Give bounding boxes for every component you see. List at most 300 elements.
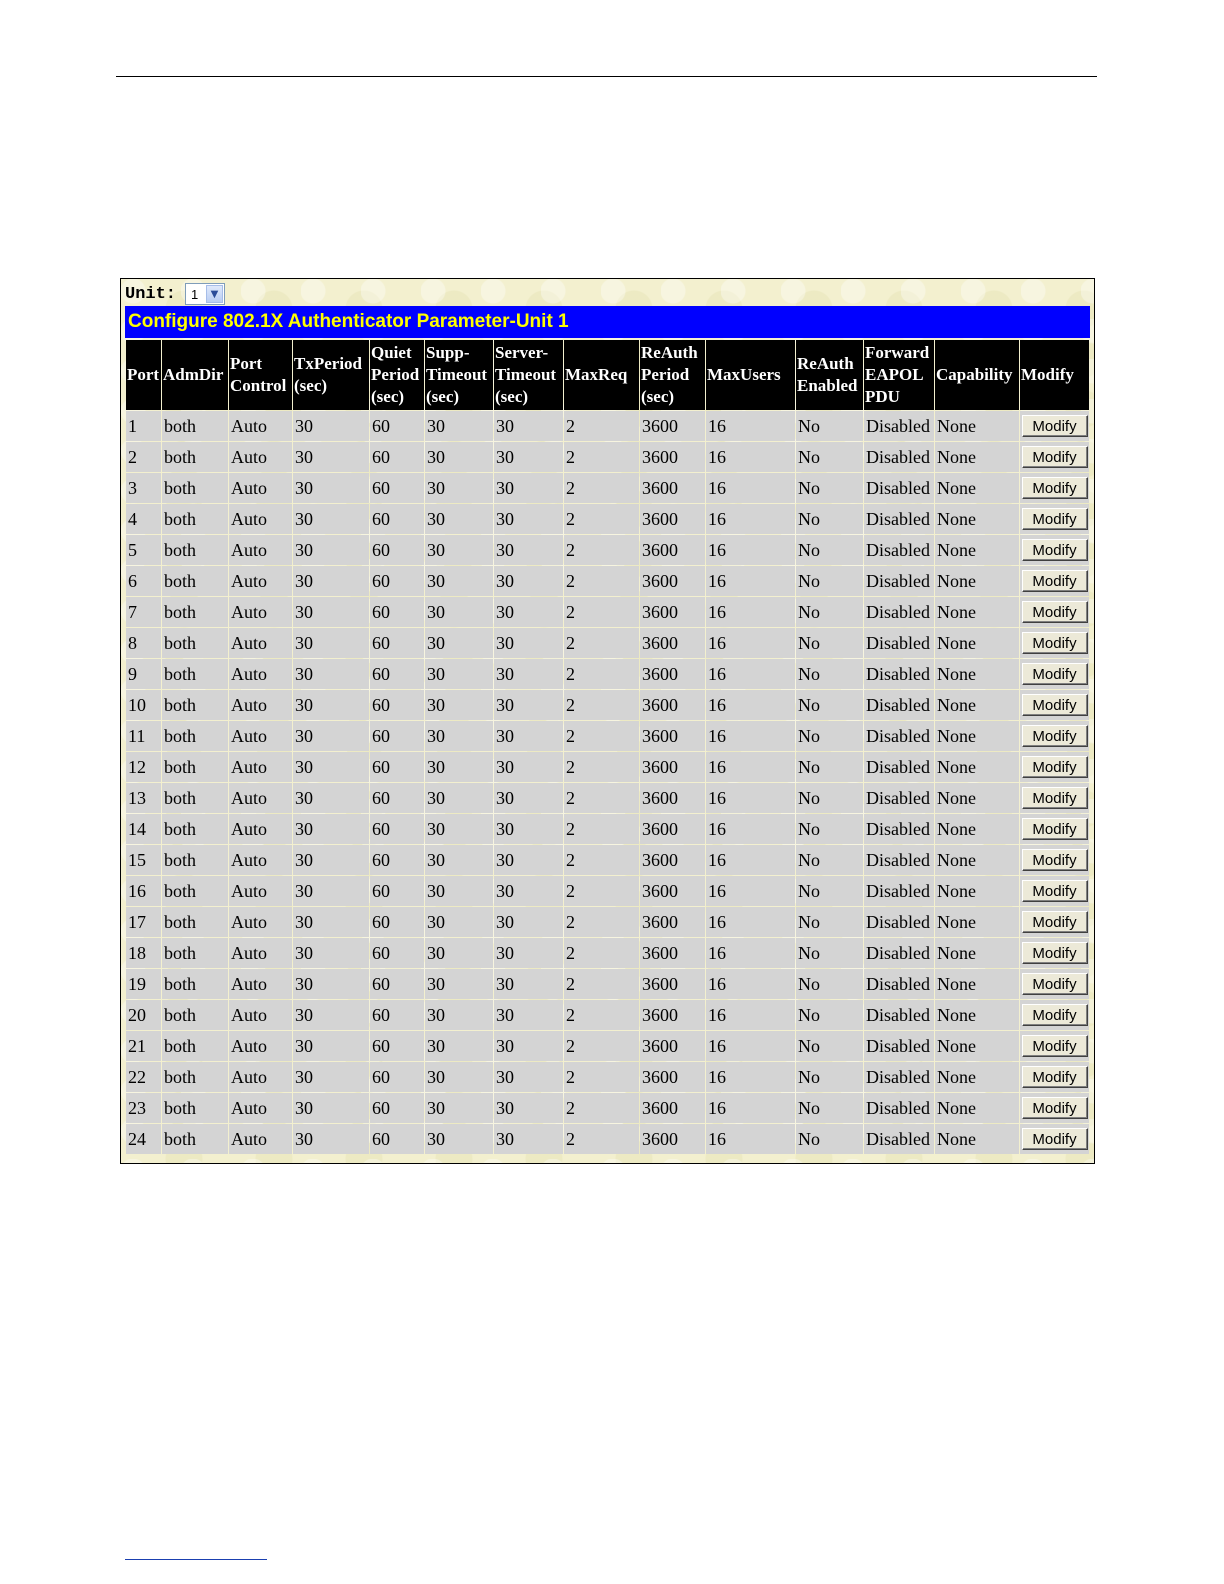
cell-quiet-period: 60	[370, 752, 424, 782]
cell-txperiod: 30	[293, 721, 369, 751]
modify-button[interactable]: Modify	[1022, 508, 1088, 530]
modify-button[interactable]: Modify	[1022, 973, 1088, 995]
cell-forward-eapol-pdu: Disabled	[864, 504, 934, 534]
cell-supp-timeout: 30	[425, 938, 493, 968]
cell-server-timeout: 30	[494, 442, 563, 472]
cell-reauth-enabled: No	[796, 566, 863, 596]
cell-modify	[1020, 690, 1089, 720]
cell-maxreq: 2	[564, 411, 639, 441]
cell-txperiod: 30	[293, 752, 369, 782]
cell-admdir: both	[162, 1093, 228, 1123]
cell-forward-eapol-pdu: Disabled	[864, 473, 934, 503]
cell-port-control: Auto	[229, 442, 292, 472]
cell-admdir: both	[162, 907, 228, 937]
cell-txperiod: 30	[293, 814, 369, 844]
cell-forward-eapol-pdu: Disabled	[864, 411, 934, 441]
cell-maxusers: 16	[706, 504, 795, 534]
column-header-text: Capability	[936, 365, 1013, 384]
column-header-text: Quiet	[371, 343, 412, 362]
cell-server-timeout: 30	[494, 938, 563, 968]
cell-supp-timeout: 30	[425, 1062, 493, 1092]
cell-txperiod: 30	[293, 783, 369, 813]
cell-maxusers: 16	[706, 659, 795, 689]
cell-reauth-period: 3600	[640, 535, 705, 565]
cell-capability: None	[935, 442, 1019, 472]
cell-modify	[1020, 504, 1089, 534]
cell-capability: None	[935, 1000, 1019, 1030]
cell-port-control: Auto	[229, 938, 292, 968]
cell-supp-timeout: 30	[425, 535, 493, 565]
cell-capability: None	[935, 1062, 1019, 1092]
cell-admdir: both	[162, 1000, 228, 1030]
cell-capability: None	[935, 1124, 1019, 1154]
cell-maxusers: 16	[706, 969, 795, 999]
table-row	[126, 938, 1089, 968]
cell-admdir: both	[162, 876, 228, 906]
cell-capability: None	[935, 659, 1019, 689]
cell-maxreq: 2	[564, 721, 639, 751]
cell-port-control: Auto	[229, 907, 292, 937]
cell-admdir: both	[162, 845, 228, 875]
modify-button[interactable]: Modify	[1022, 446, 1088, 468]
cell-server-timeout: 30	[494, 721, 563, 751]
cell-maxusers: 16	[706, 411, 795, 441]
column-header-text: ReAuth	[797, 354, 854, 373]
cell-txperiod: 30	[293, 1062, 369, 1092]
cell-quiet-period: 60	[370, 783, 424, 813]
modify-button[interactable]: Modify	[1022, 477, 1088, 499]
cell-server-timeout: 30	[494, 597, 563, 627]
table-row	[126, 876, 1089, 906]
cell-reauth-enabled: No	[796, 969, 863, 999]
column-header-text: AdmDir	[163, 365, 224, 384]
cell-supp-timeout: 30	[425, 876, 493, 906]
authenticator-panel	[120, 278, 1095, 1164]
cell-forward-eapol-pdu: Disabled	[864, 566, 934, 596]
column-header-text: MaxReq	[565, 365, 628, 384]
cell-txperiod: 30	[293, 442, 369, 472]
modify-button[interactable]: Modify	[1022, 415, 1088, 437]
table-row	[126, 752, 1089, 782]
cell-server-timeout: 30	[494, 628, 563, 658]
unit-select[interactable]	[185, 283, 225, 305]
modify-button[interactable]: Modify	[1022, 1097, 1088, 1119]
cell-port: 13	[126, 783, 161, 813]
table-row	[126, 628, 1089, 658]
cell-reauth-enabled: No	[796, 659, 863, 689]
cell-server-timeout: 30	[494, 504, 563, 534]
cell-reauth-period: 3600	[640, 566, 705, 596]
cell-supp-timeout: 30	[425, 473, 493, 503]
modify-button[interactable]: Modify	[1022, 570, 1088, 592]
cell-txperiod: 30	[293, 938, 369, 968]
cell-modify	[1020, 597, 1089, 627]
cell-supp-timeout: 30	[425, 566, 493, 596]
cell-quiet-period: 60	[370, 659, 424, 689]
cell-port: 6	[126, 566, 161, 596]
cell-server-timeout: 30	[494, 659, 563, 689]
cell-server-timeout: 30	[494, 783, 563, 813]
cell-forward-eapol-pdu: Disabled	[864, 535, 934, 565]
cell-admdir: both	[162, 504, 228, 534]
modify-button[interactable]: Modify	[1022, 756, 1088, 778]
cell-port-control: Auto	[229, 1031, 292, 1061]
cell-supp-timeout: 30	[425, 628, 493, 658]
cell-forward-eapol-pdu: Disabled	[864, 938, 934, 968]
unit-label: Unit:	[125, 284, 177, 304]
cell-port-control: Auto	[229, 690, 292, 720]
cell-port-control: Auto	[229, 535, 292, 565]
cell-modify	[1020, 845, 1089, 875]
cell-modify	[1020, 814, 1089, 844]
column-header-txperiod	[293, 340, 369, 410]
column-header-text: (sec)	[426, 387, 460, 406]
cell-txperiod: 30	[293, 411, 369, 441]
cell-supp-timeout: 30	[425, 504, 493, 534]
cell-capability: None	[935, 969, 1019, 999]
cell-reauth-period: 3600	[640, 473, 705, 503]
cell-reauth-period: 3600	[640, 1093, 705, 1123]
table-row	[126, 721, 1089, 751]
cell-maxreq: 2	[564, 752, 639, 782]
modify-button[interactable]: Modify	[1022, 818, 1088, 840]
cell-maxreq: 2	[564, 1031, 639, 1061]
column-header-text: Supp-	[426, 343, 470, 362]
cell-forward-eapol-pdu: Disabled	[864, 1093, 934, 1123]
column-header-text: Server-	[495, 343, 549, 362]
cell-port: 1	[126, 411, 161, 441]
cell-forward-eapol-pdu: Disabled	[864, 845, 934, 875]
cell-server-timeout: 30	[494, 876, 563, 906]
cell-server-timeout: 30	[494, 1124, 563, 1154]
cell-capability: None	[935, 721, 1019, 751]
cell-quiet-period: 60	[370, 907, 424, 937]
cell-port: 19	[126, 969, 161, 999]
cell-maxreq: 2	[564, 1062, 639, 1092]
table-row	[126, 1000, 1089, 1030]
modify-button[interactable]: Modify	[1022, 1128, 1088, 1150]
cell-forward-eapol-pdu: Disabled	[864, 1031, 934, 1061]
cell-reauth-enabled: No	[796, 411, 863, 441]
cell-port-control: Auto	[229, 1000, 292, 1030]
unit-selector-row	[125, 282, 225, 306]
cell-reauth-period: 3600	[640, 845, 705, 875]
cell-port: 3	[126, 473, 161, 503]
cell-port: 5	[126, 535, 161, 565]
page-top-rule	[116, 76, 1097, 77]
cell-maxusers: 16	[706, 442, 795, 472]
cell-quiet-period: 60	[370, 1000, 424, 1030]
modify-button[interactable]: Modify	[1022, 880, 1088, 902]
cell-admdir: both	[162, 1031, 228, 1061]
column-header-text: Enabled	[797, 376, 858, 395]
cell-port-control: Auto	[229, 411, 292, 441]
cell-reauth-period: 3600	[640, 721, 705, 751]
cell-port: 20	[126, 1000, 161, 1030]
cell-txperiod: 30	[293, 1093, 369, 1123]
unit-select-value: 1	[191, 286, 199, 302]
cell-port-control: Auto	[229, 597, 292, 627]
column-header-text: (sec)	[495, 387, 529, 406]
cell-reauth-enabled: No	[796, 690, 863, 720]
cell-port-control: Auto	[229, 814, 292, 844]
column-header-text: (sec)	[641, 387, 675, 406]
cell-txperiod: 30	[293, 969, 369, 999]
cell-server-timeout: 30	[494, 814, 563, 844]
cell-supp-timeout: 30	[425, 969, 493, 999]
cell-server-timeout: 30	[494, 690, 563, 720]
cell-server-timeout: 30	[494, 473, 563, 503]
cell-reauth-period: 3600	[640, 1062, 705, 1092]
cell-server-timeout: 30	[494, 1062, 563, 1092]
modify-button[interactable]: Modify	[1022, 849, 1088, 871]
cell-supp-timeout: 30	[425, 1124, 493, 1154]
cell-capability: None	[935, 783, 1019, 813]
cell-maxreq: 2	[564, 907, 639, 937]
cell-port: 10	[126, 690, 161, 720]
cell-modify	[1020, 473, 1089, 503]
cell-capability: None	[935, 814, 1019, 844]
cell-quiet-period: 60	[370, 845, 424, 875]
table-row	[126, 659, 1089, 689]
cell-txperiod: 30	[293, 845, 369, 875]
column-header-text: Port	[230, 354, 263, 373]
cell-supp-timeout: 30	[425, 1093, 493, 1123]
cell-forward-eapol-pdu: Disabled	[864, 721, 934, 751]
cell-quiet-period: 60	[370, 1062, 424, 1092]
cell-port: 21	[126, 1031, 161, 1061]
cell-admdir: both	[162, 566, 228, 596]
cell-port: 2	[126, 442, 161, 472]
cell-port: 7	[126, 597, 161, 627]
cell-port: 8	[126, 628, 161, 658]
table-row	[126, 473, 1089, 503]
cell-supp-timeout: 30	[425, 783, 493, 813]
cell-admdir: both	[162, 690, 228, 720]
cell-modify	[1020, 628, 1089, 658]
cell-admdir: both	[162, 473, 228, 503]
cell-txperiod: 30	[293, 504, 369, 534]
cell-quiet-period: 60	[370, 504, 424, 534]
column-header-text: (sec)	[371, 387, 405, 406]
cell-capability: None	[935, 845, 1019, 875]
cell-txperiod: 30	[293, 566, 369, 596]
cell-quiet-period: 60	[370, 814, 424, 844]
cell-maxreq: 2	[564, 504, 639, 534]
column-header-text: TxPeriod	[294, 354, 362, 373]
cell-modify	[1020, 1124, 1089, 1154]
cell-capability: None	[935, 411, 1019, 441]
cell-forward-eapol-pdu: Disabled	[864, 1062, 934, 1092]
column-header-text: Control	[230, 376, 287, 395]
cell-reauth-period: 3600	[640, 938, 705, 968]
column-header-text: Period	[371, 365, 420, 384]
cell-modify	[1020, 411, 1089, 441]
cell-reauth-period: 3600	[640, 597, 705, 627]
cell-capability: None	[935, 690, 1019, 720]
modify-button[interactable]: Modify	[1022, 601, 1088, 623]
cell-forward-eapol-pdu: Disabled	[864, 628, 934, 658]
cell-reauth-period: 3600	[640, 628, 705, 658]
cell-server-timeout: 30	[494, 907, 563, 937]
cell-reauth-period: 3600	[640, 1000, 705, 1030]
modify-button[interactable]: Modify	[1022, 694, 1088, 716]
cell-reauth-enabled: No	[796, 1124, 863, 1154]
cell-server-timeout: 30	[494, 1000, 563, 1030]
column-header-text: MaxUsers	[707, 365, 781, 384]
cell-reauth-enabled: No	[796, 814, 863, 844]
cell-admdir: both	[162, 783, 228, 813]
cell-maxusers: 16	[706, 845, 795, 875]
cell-modify	[1020, 752, 1089, 782]
cell-quiet-period: 60	[370, 1093, 424, 1123]
cell-server-timeout: 30	[494, 1093, 563, 1123]
column-header-server-timeout	[494, 340, 563, 410]
column-header-quiet-period	[370, 340, 424, 410]
cell-port-control: Auto	[229, 876, 292, 906]
chevron-down-icon[interactable]: ▼	[206, 285, 223, 303]
cell-admdir: both	[162, 721, 228, 751]
cell-admdir: both	[162, 969, 228, 999]
table-row	[126, 1031, 1089, 1061]
modify-button[interactable]: Modify	[1022, 539, 1088, 561]
table-header-row	[126, 340, 1089, 410]
cell-maxusers: 16	[706, 628, 795, 658]
cell-reauth-enabled: No	[796, 845, 863, 875]
cell-reauth-period: 3600	[640, 504, 705, 534]
modify-button[interactable]: Modify	[1022, 725, 1088, 747]
cell-port: 17	[126, 907, 161, 937]
cell-reauth-enabled: No	[796, 783, 863, 813]
modify-button[interactable]: Modify	[1022, 911, 1088, 933]
cell-supp-timeout: 30	[425, 659, 493, 689]
cell-admdir: both	[162, 752, 228, 782]
cell-modify	[1020, 535, 1089, 565]
cell-modify	[1020, 969, 1089, 999]
cell-forward-eapol-pdu: Disabled	[864, 814, 934, 844]
modify-button[interactable]: Modify	[1022, 632, 1088, 654]
cell-modify	[1020, 938, 1089, 968]
cell-port: 11	[126, 721, 161, 751]
cell-port-control: Auto	[229, 628, 292, 658]
cell-maxreq: 2	[564, 814, 639, 844]
column-header-reauth-period	[640, 340, 705, 410]
cell-txperiod: 30	[293, 690, 369, 720]
cell-capability: None	[935, 504, 1019, 534]
cell-admdir: both	[162, 659, 228, 689]
column-header-forward-eapol-pdu	[864, 340, 934, 410]
cell-quiet-period: 60	[370, 473, 424, 503]
cell-admdir: both	[162, 814, 228, 844]
cell-port: 16	[126, 876, 161, 906]
cell-port-control: Auto	[229, 473, 292, 503]
cell-port: 22	[126, 1062, 161, 1092]
column-header-maxusers	[706, 340, 795, 410]
modify-button[interactable]: Modify	[1022, 942, 1088, 964]
table-row	[126, 535, 1089, 565]
modify-button[interactable]: Modify	[1022, 663, 1088, 685]
cell-capability: None	[935, 473, 1019, 503]
cell-maxusers: 16	[706, 783, 795, 813]
cell-reauth-enabled: No	[796, 473, 863, 503]
cell-maxreq: 2	[564, 969, 639, 999]
cell-admdir: both	[162, 628, 228, 658]
column-header-supp-timeout	[425, 340, 493, 410]
cell-forward-eapol-pdu: Disabled	[864, 876, 934, 906]
cell-modify	[1020, 1093, 1089, 1123]
cell-reauth-enabled: No	[796, 597, 863, 627]
cell-maxreq: 2	[564, 628, 639, 658]
cell-txperiod: 30	[293, 907, 369, 937]
column-header-maxreq	[564, 340, 639, 410]
modify-button[interactable]: Modify	[1022, 787, 1088, 809]
cell-supp-timeout: 30	[425, 411, 493, 441]
cell-maxusers: 16	[706, 1000, 795, 1030]
cell-reauth-period: 3600	[640, 876, 705, 906]
column-header-text: ReAuth	[641, 343, 698, 362]
cell-modify	[1020, 1062, 1089, 1092]
cell-port-control: Auto	[229, 845, 292, 875]
cell-reauth-enabled: No	[796, 628, 863, 658]
cell-server-timeout: 30	[494, 411, 563, 441]
cell-maxusers: 16	[706, 535, 795, 565]
cell-reauth-enabled: No	[796, 721, 863, 751]
cell-supp-timeout: 30	[425, 752, 493, 782]
cell-reauth-enabled: No	[796, 504, 863, 534]
cell-port-control: Auto	[229, 752, 292, 782]
cell-port-control: Auto	[229, 969, 292, 999]
cell-modify	[1020, 659, 1089, 689]
cell-port: 4	[126, 504, 161, 534]
cell-port: 12	[126, 752, 161, 782]
cell-txperiod: 30	[293, 1124, 369, 1154]
cell-forward-eapol-pdu: Disabled	[864, 969, 934, 999]
cell-supp-timeout: 30	[425, 907, 493, 937]
table-row	[126, 814, 1089, 844]
table-row	[126, 783, 1089, 813]
table-row	[126, 907, 1089, 937]
cell-modify	[1020, 721, 1089, 751]
cell-maxusers: 16	[706, 1124, 795, 1154]
cell-forward-eapol-pdu: Disabled	[864, 597, 934, 627]
table-row	[126, 1093, 1089, 1123]
table-row	[126, 504, 1089, 534]
cell-txperiod: 30	[293, 473, 369, 503]
cell-quiet-period: 60	[370, 876, 424, 906]
modify-button[interactable]: Modify	[1022, 1066, 1088, 1088]
page-bottom-rule	[125, 1559, 267, 1560]
column-header-text: PDU	[865, 387, 900, 406]
cell-forward-eapol-pdu: Disabled	[864, 783, 934, 813]
table-row	[126, 845, 1089, 875]
cell-modify	[1020, 442, 1089, 472]
cell-maxreq: 2	[564, 1093, 639, 1123]
cell-reauth-enabled: No	[796, 442, 863, 472]
cell-server-timeout: 30	[494, 1031, 563, 1061]
modify-button[interactable]: Modify	[1022, 1004, 1088, 1026]
cell-reauth-period: 3600	[640, 752, 705, 782]
cell-server-timeout: 30	[494, 969, 563, 999]
modify-button[interactable]: Modify	[1022, 1035, 1088, 1057]
cell-server-timeout: 30	[494, 566, 563, 596]
cell-capability: None	[935, 566, 1019, 596]
cell-capability: None	[935, 1093, 1019, 1123]
cell-modify	[1020, 783, 1089, 813]
cell-supp-timeout: 30	[425, 442, 493, 472]
cell-port-control: Auto	[229, 659, 292, 689]
cell-reauth-enabled: No	[796, 752, 863, 782]
table-row	[126, 566, 1089, 596]
